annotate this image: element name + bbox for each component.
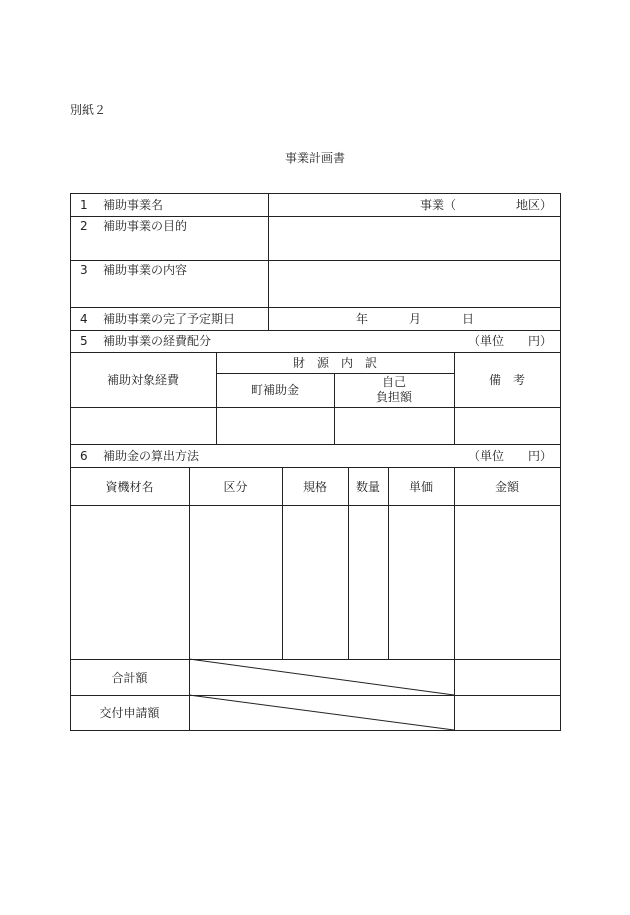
grant-request-cell[interactable] (455, 696, 560, 730)
row6-unit: （単位 円） (468, 449, 553, 463)
row5-label: 補助事業の経費配分 (103, 334, 212, 348)
row1-label: 補助事業名 (103, 198, 164, 212)
completion-date-field[interactable] (269, 308, 560, 330)
budget-target-header: 補助対象経費 (106, 373, 179, 387)
project-content-field[interactable] (269, 261, 560, 307)
completion-month-label: 月 (409, 312, 422, 326)
total-amount-label: 合計額 (111, 671, 148, 685)
calc-quantity-cell[interactable] (349, 506, 388, 659)
row6-number: 6 (80, 449, 88, 463)
calc-material-cell[interactable] (71, 506, 189, 659)
total-amount-cell[interactable] (455, 660, 560, 695)
calc-header-spec: 規格 (302, 480, 327, 494)
budget-self-header-line2: 負担額 (375, 390, 412, 404)
row4-number: 4 (80, 312, 88, 326)
completion-year-label: 年 (356, 312, 369, 326)
budget-target-cell[interactable] (71, 408, 216, 444)
row6-label: 補助金の算出方法 (103, 449, 200, 463)
budget-remarks-header: 備 考 (488, 373, 525, 387)
row4-label: 補助事業の完了予定期日 (103, 312, 236, 326)
calc-category-cell[interactable] (190, 506, 282, 659)
calc-unit-price-cell[interactable] (389, 506, 454, 659)
budget-self-cell[interactable] (335, 408, 454, 444)
row5-number: 5 (80, 334, 88, 348)
project-purpose-field[interactable] (269, 217, 560, 260)
completion-day-label: 日 (462, 312, 475, 326)
row2-label: 補助事業の目的 (103, 219, 188, 233)
grant-request-label: 交付申請額 (99, 706, 160, 720)
calc-header-unit-price: 単価 (408, 480, 433, 494)
calc-amount-cell[interactable] (455, 506, 560, 659)
row5-unit: （単位 円） (468, 334, 553, 348)
row1-number: 1 (80, 198, 88, 212)
calc-header-category: 区分 (223, 480, 248, 494)
project-name-area-field[interactable]: 事業（ 地区） (420, 198, 553, 212)
row3-number: 3 (80, 263, 88, 277)
row3-label: 補助事業の内容 (103, 263, 188, 277)
document-title: 事業計画書 (284, 151, 345, 165)
attachment-label: 別紙２ (70, 103, 107, 117)
calc-header-amount: 金額 (494, 480, 519, 494)
budget-breakdown-header: 財 源 内 訳 (292, 356, 377, 370)
budget-self-header-line1: 自己 (381, 375, 406, 389)
budget-town-subsidy-header: 町補助金 (250, 383, 299, 397)
budget-town-subsidy-cell[interactable] (217, 408, 334, 444)
calc-header-material: 資機材名 (105, 480, 154, 494)
row2-number: 2 (80, 219, 88, 233)
calc-header-quantity: 数量 (355, 480, 380, 494)
calc-spec-cell[interactable] (283, 506, 348, 659)
budget-remarks-cell[interactable] (455, 408, 560, 444)
